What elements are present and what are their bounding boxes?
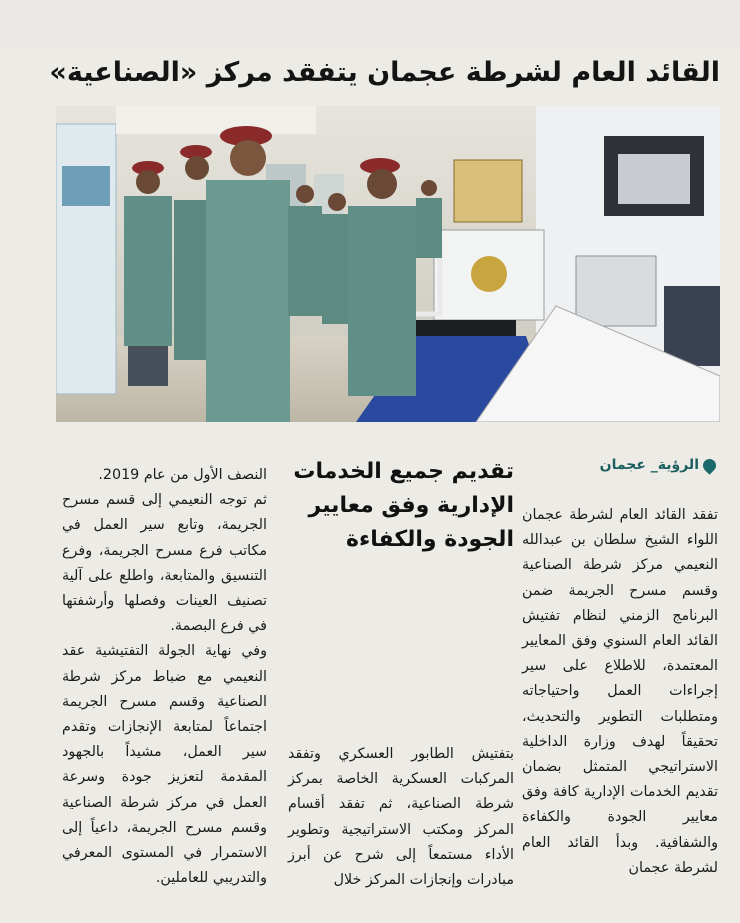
article-column-left — [62, 463, 267, 891]
bleed-through-text — [56, 424, 720, 454]
subheading: تقديم جميع الخدمات الإدارية وفق معايير الجودة والكفاءة — [293, 459, 514, 552]
paragraph: ثم توجه النعيمي إلى قسم مسرح الجريمة، وتابع سير العمل في مكاتب فرع مسرح الجريمة، وفرع التنسيق والمتابعة، واطلع على آلية تصنيف العينات وفصلها وأرشفتها في فرع البصمة. — [62, 492, 267, 635]
paragraph: بتفتيش الطابور العسكري وتفقد المركبات العسكرية الخاصة بمركز شرطة الصناعية، ثم تفقد أقسام المركز ومكتب الاستراتيجية وتطوير الأداء مستمعاً إلى شرح عن أبرز مبادرات وإنجازات المركز خلال — [288, 746, 514, 889]
paragraph: تفقد القائد العام لشرطة عجمان اللواء الشيخ سلطان بن عبدالله النعيمي مركز شرطة الصناعية وقسم مسرح الجريمة ضمن البرنامج الزمني لنظام تفتيش القائد العام السنوي وفق المعايير المعتمدة، للاطلاع على سير إجراءات العمل واحتياجاته ومتطلبات التطوير والتحديث، تحقيقاً لهدف وزارة الداخلية الاستراتيجي المتمثل بضمان تقديم الخدمات الإدارية كافة وفق معايير الجودة والكفاءة والشفافية. وبدأ القائد العام لشرطة عجمان — [522, 507, 718, 876]
news-photo — [56, 106, 720, 422]
bleed-through-top — [0, 0, 740, 48]
paragraph: وفي نهاية الجولة التفتيشية عقد النعيمي مع ضباط مركز شرطة الصناعية وقسم مسرح الجريمة اجتماعاً لمتابعة الإنجازات وتقدم سير العمل، مشيداً بالجهود المقدمة لتعزيز جودة وسرعة العمل في مركز شرطة الصناعية وقسم مسرح الجريمة، داعياً إلى الاستمرار في المستوى المعرفي والتدريبي للعاملين. — [62, 643, 267, 887]
section-label — [600, 454, 716, 476]
article-column-middle — [288, 742, 514, 893]
paragraph: النصف الأول من عام 2019. — [98, 467, 267, 483]
section-label-text: الرؤية_ عجمان — [599, 457, 699, 473]
article-column-right — [522, 503, 718, 881]
location-pin-icon — [700, 456, 718, 474]
headline: القائد العام لشرطة عجمان يتفقد مركز «الصناعية» — [49, 57, 720, 88]
